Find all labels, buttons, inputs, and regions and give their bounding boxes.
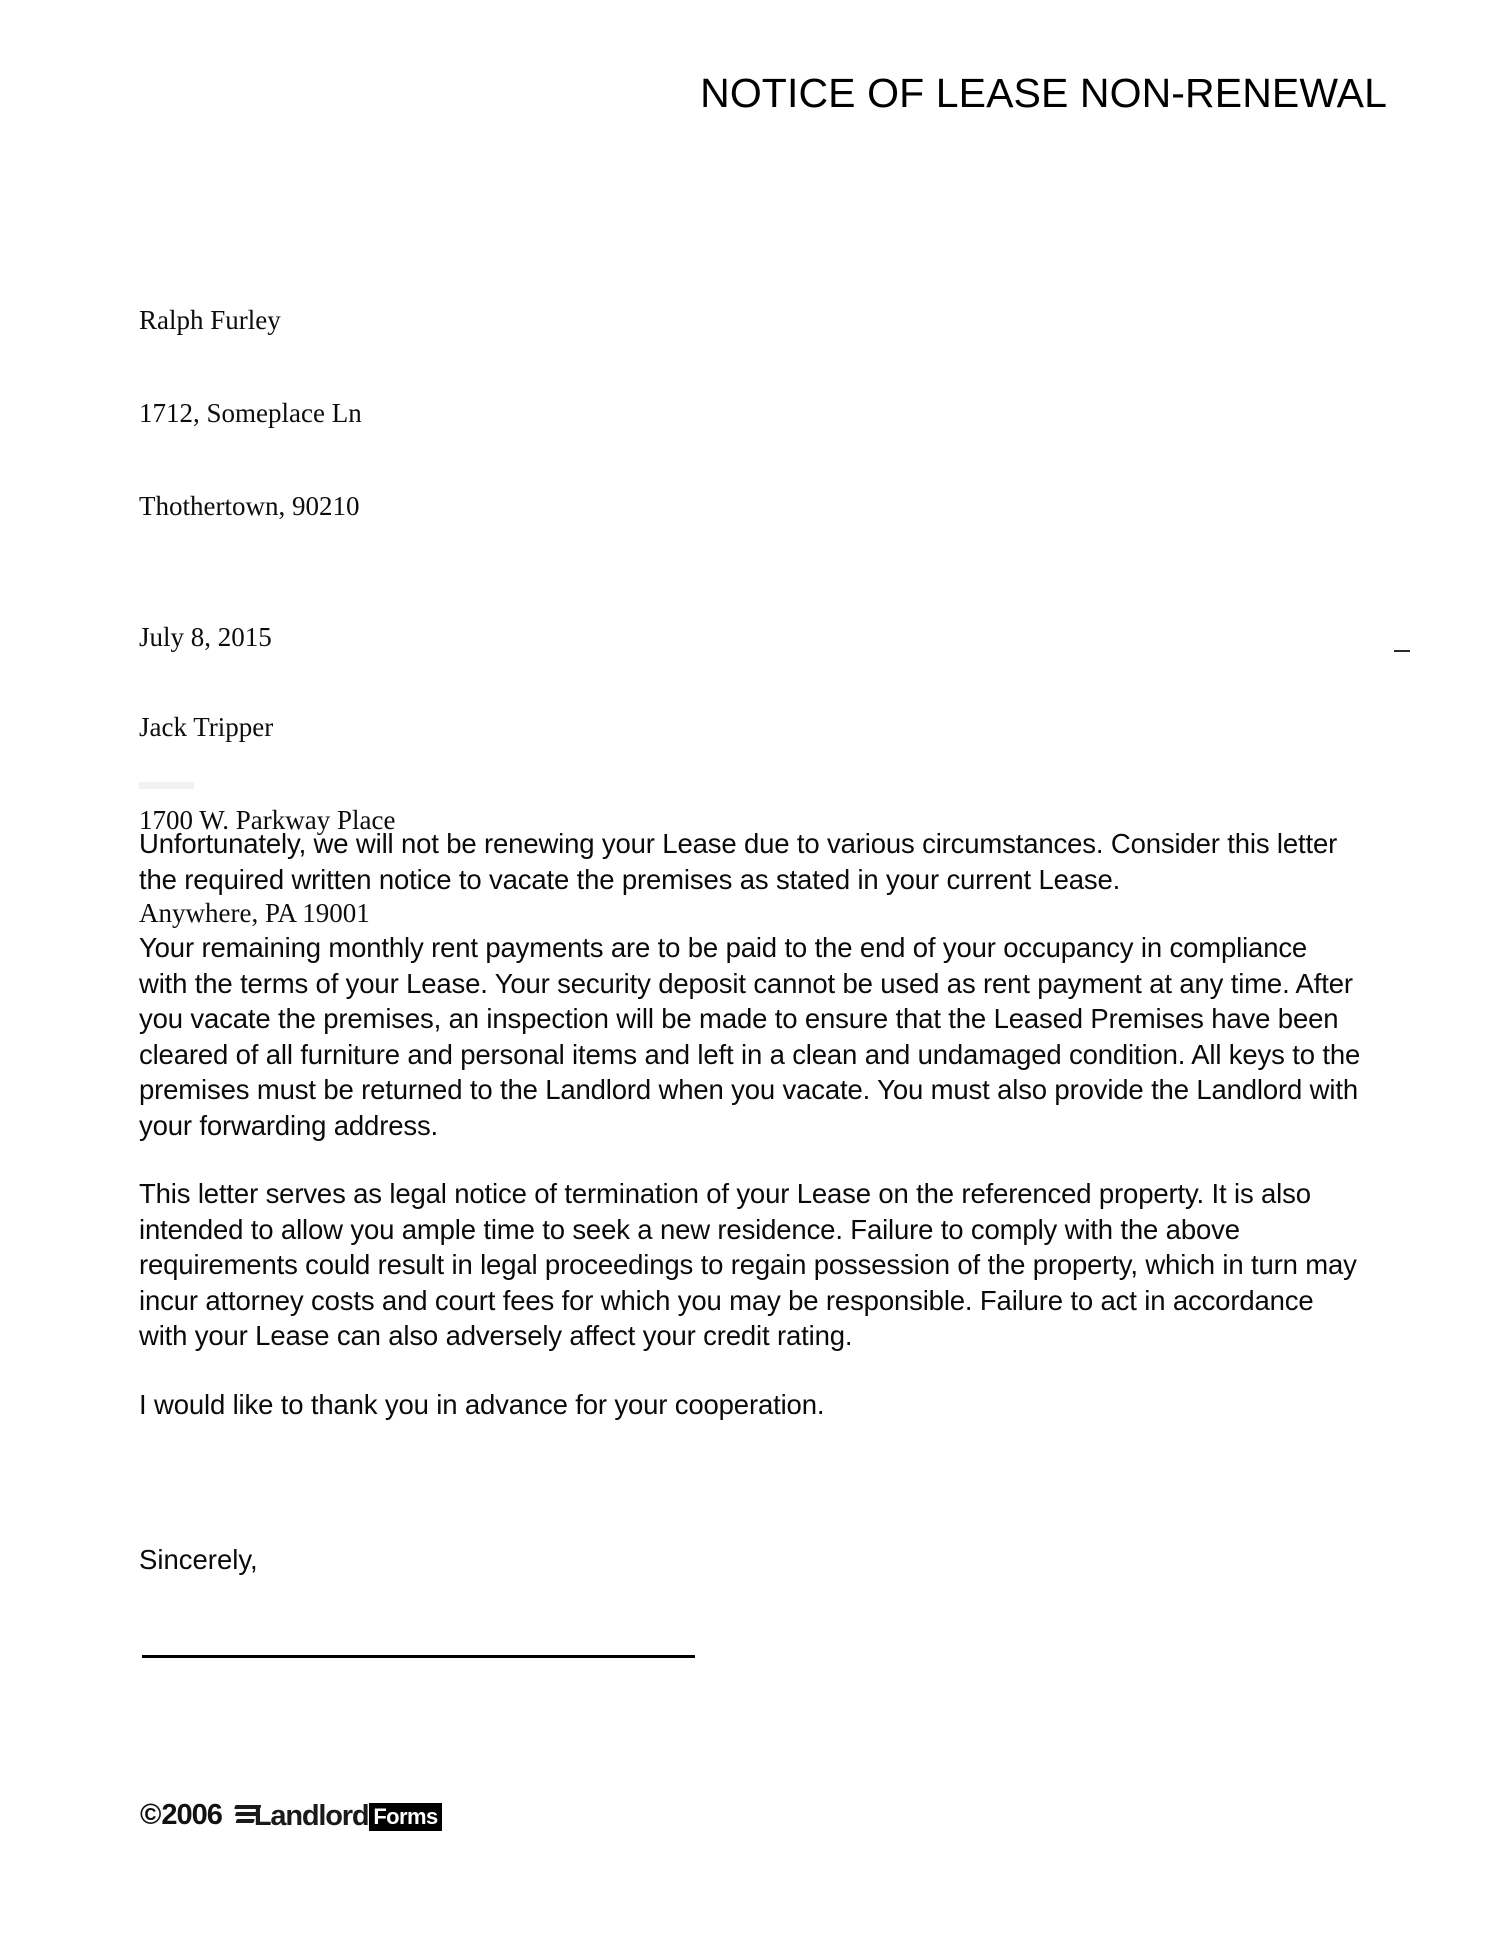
- body-paragraph-3: This letter serves as legal notice of termination of your Lease on the referenced property. It is also intended to allow you ample time to seek a new residence. Failure to comply with the above requirements could result in legal proceedings to regain possession of the property, which in turn may incur attorney costs and court fees for which you may be responsible. Failure to act in accordance with your Lease can also adversely affect your credit rating.: [139, 1178, 1357, 1351]
- signature-line: [142, 1655, 695, 1658]
- page-title: NOTICE OF LEASE NON-RENEWAL: [700, 70, 1387, 116]
- date-value: July 8, 2015: [139, 622, 272, 652]
- copyright-notice: [140, 1798, 222, 1831]
- recipient-city-state-zip: Anywhere, PA 19001: [139, 898, 370, 928]
- body-paragraph-4: I would like to thank you in advance for your cooperation.: [139, 1388, 825, 1420]
- copyright-icon: ©: [140, 1798, 161, 1831]
- body-paragraph-2: Your remaining monthly rent payments are to be paid to the end of your occupancy in compliance with the terms of your Lease. Your security deposit cannot be used as rent payment at any time. After you vacate the premises, an inspection will be made to ensure that the Leased Premises have been cleared of all furniture and personal items and left in a clean and undamaged condition. All keys to the premises must be returned to the Landlord when you vacate. You must also provide the Landlord with your forwarding address.: [139, 932, 1361, 1141]
- closing-salutation: Sincerely,: [139, 1544, 258, 1575]
- recipient-name: Jack Tripper: [139, 712, 274, 742]
- letter-body: [139, 826, 1361, 1422]
- sender-street: 1712, Someplace Ln: [139, 398, 362, 428]
- body-paragraph-1: Unfortunately, we will not be renewing your Lease due to various circumstances. Consider this letter the required written notice to vacate the premises as stated in your current Lease.: [139, 828, 1338, 895]
- brand-name-secondary: Forms: [369, 1803, 441, 1831]
- sender-city-state-zip: Thothertown, 90210: [139, 491, 360, 521]
- recipient-street: 1700 W. Parkway Place: [139, 805, 396, 835]
- sender-name: Ralph Furley: [139, 305, 281, 335]
- copyright-year: 2006: [161, 1798, 222, 1831]
- brand-name-primary: Landlord: [253, 1799, 369, 1832]
- footer-brand-logo: [140, 1798, 442, 1832]
- sender-address-block: [139, 243, 362, 584]
- margin-dash-artifact: [1394, 650, 1410, 652]
- scan-artifact: [139, 782, 194, 789]
